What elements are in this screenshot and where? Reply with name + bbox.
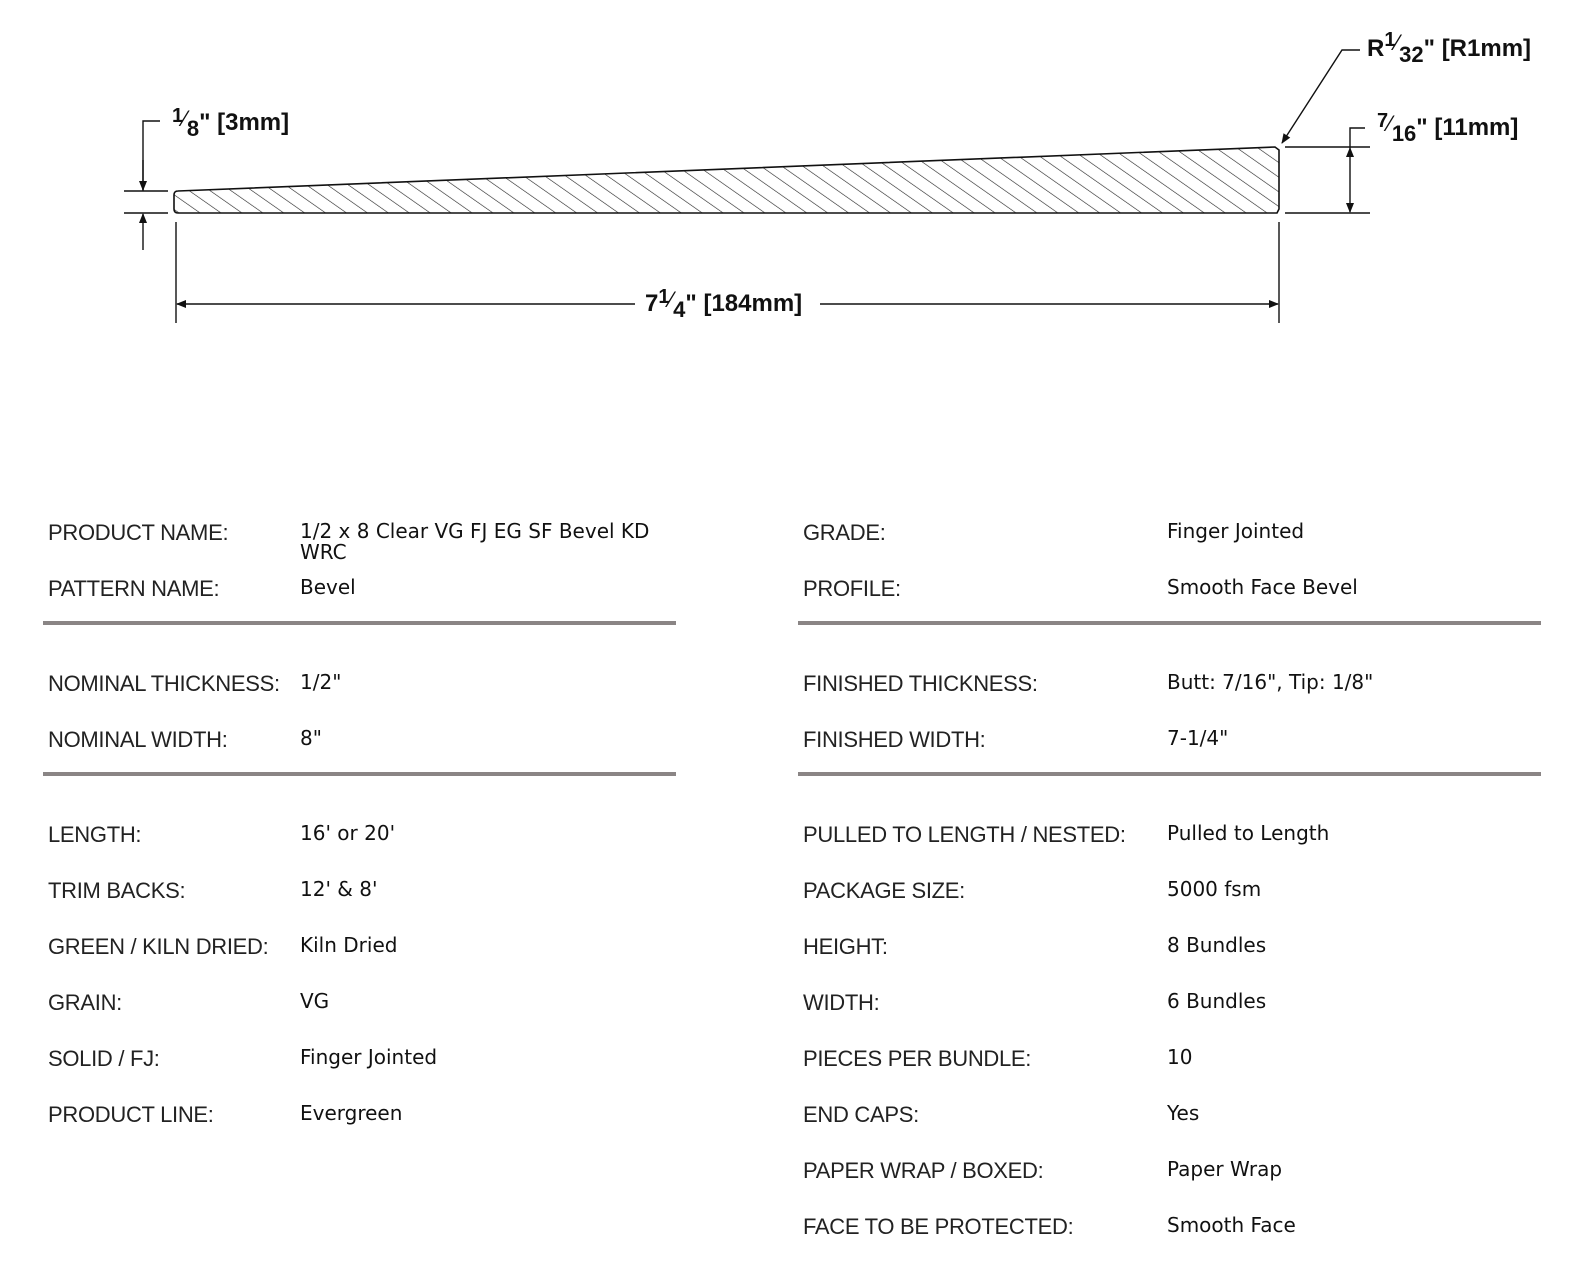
spec-label: FINISHED THICKNESS:	[803, 671, 1038, 696]
spec-label: PULLED TO LENGTH / NESTED:	[803, 822, 1126, 847]
spec-value: VG	[300, 989, 330, 1013]
spec-label: PATTERN NAME:	[48, 576, 220, 601]
spec-value: Butt: 7/16", Tip: 1/8"	[1167, 670, 1374, 694]
spec-value: Kiln Dried	[300, 933, 398, 957]
spec-value: 8 Bundles	[1167, 933, 1267, 957]
spec-value: Finger Jointed	[300, 1045, 438, 1069]
section-divider	[798, 621, 1541, 625]
spec-label: PRODUCT LINE:	[48, 1102, 214, 1127]
spec-label: END CAPS:	[803, 1102, 919, 1127]
width-label: $7^1⁄4$" [184mm]	[645, 286, 803, 322]
spec-label: NOMINAL THICKNESS:	[48, 671, 280, 696]
spec-value: 12' & 8'	[300, 877, 378, 901]
spec-value: Finger Jointed	[1167, 519, 1305, 543]
spec-value: Yes	[1167, 1101, 1200, 1125]
spec-label: FACE TO BE PROTECTED:	[803, 1214, 1074, 1239]
spec-label: WIDTH:	[803, 990, 880, 1015]
spec-label: PACKAGE SIZE:	[803, 878, 965, 903]
spec-value: 5000 fsm	[1167, 877, 1262, 901]
spec-label: GRAIN:	[48, 990, 122, 1015]
spec-value: Smooth Face Bevel	[1167, 575, 1358, 599]
spec-value: 6 Bundles	[1167, 989, 1267, 1013]
radius-leader	[1282, 50, 1360, 143]
spec-value: 16' or 20'	[300, 821, 396, 845]
spec-label: HEIGHT:	[803, 934, 888, 959]
spec-label: PAPER WRAP / BOXED:	[803, 1158, 1044, 1183]
spec-label: GREEN / KILN DRIED:	[48, 934, 269, 959]
spec-value: 1/2 x 8 Clear VG FJ EG SF Bevel KD WRC	[300, 519, 650, 564]
spec-label: FINISHED WIDTH:	[803, 727, 986, 752]
spec-value: 7-1/4"	[1167, 726, 1229, 750]
spec-label: PIECES PER BUNDLE:	[803, 1046, 1032, 1071]
bevel-profile-drawing	[0, 0, 1591, 360]
butt-thickness-label: $^7$⁄16" [11mm]	[1377, 110, 1519, 146]
tip-thickness-dimension	[124, 121, 168, 250]
section-divider	[43, 772, 676, 776]
spec-label: SOLID / FJ:	[48, 1046, 160, 1071]
spec-label: PRODUCT NAME:	[48, 520, 229, 545]
spec-label: PROFILE:	[803, 576, 901, 601]
spec-label: LENGTH:	[48, 822, 142, 847]
spec-value: Bevel	[300, 575, 356, 599]
spec-value: Smooth Face	[1167, 1213, 1296, 1237]
section-divider	[798, 772, 1541, 776]
board-section	[174, 147, 1279, 213]
spec-label: GRADE:	[803, 520, 886, 545]
tip-thickness-label: $^1$⁄8" [3mm]	[172, 105, 290, 141]
spec-value: Evergreen	[300, 1101, 403, 1125]
spec-value: Paper Wrap	[1167, 1157, 1283, 1181]
spec-value: Pulled to Length	[1167, 821, 1330, 845]
butt-thickness-dimension	[1285, 128, 1370, 213]
spec-label: NOMINAL WIDTH:	[48, 727, 228, 752]
radius-label: $R^1⁄32$" [R1mm]	[1367, 29, 1532, 67]
spec-value: 8"	[300, 726, 322, 750]
spec-value: 10	[1167, 1045, 1193, 1069]
spec-label: TRIM BACKS:	[48, 878, 186, 903]
spec-value: 1/2"	[300, 670, 342, 694]
section-divider	[43, 621, 676, 625]
